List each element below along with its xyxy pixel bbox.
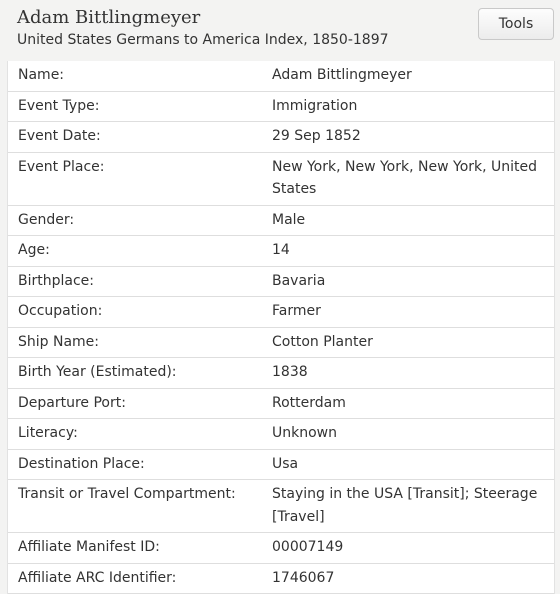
field-label: Name: <box>8 64 272 87</box>
field-label: Gender: <box>8 209 272 232</box>
field-value: Farmer <box>272 300 554 323</box>
record-header <box>0 0 560 62</box>
tools-button[interactable]: Tools <box>478 8 554 40</box>
field-value: Usa <box>272 453 554 476</box>
record-row-departure-port <box>8 389 554 420</box>
record-row-event-place <box>8 153 554 206</box>
field-value: Bavaria <box>272 270 554 293</box>
field-value: Rotterdam <box>272 392 554 415</box>
field-value: 00007149 <box>272 536 554 559</box>
field-value: New York, New York, New York, United States <box>272 156 554 201</box>
field-label: Age: <box>8 239 272 262</box>
field-label: Destination Place: <box>8 453 272 476</box>
record-row-birth-year <box>8 358 554 389</box>
record-row-ship-name <box>8 328 554 359</box>
record-row-affiliate-arc-identifier <box>8 564 554 594</box>
page-title: Adam Bittlingmeyer <box>17 7 200 28</box>
record-row-event-type <box>8 92 554 123</box>
field-label: Departure Port: <box>8 392 272 415</box>
record-details-table <box>7 61 555 594</box>
field-value: Staying in the USA [Transit]; Steerage [Travel] <box>272 483 554 528</box>
field-label: Event Place: <box>8 156 272 201</box>
record-row-birthplace <box>8 267 554 298</box>
field-label: Event Date: <box>8 125 272 148</box>
record-row-age <box>8 236 554 267</box>
record-row-affiliate-manifest-id <box>8 533 554 564</box>
field-value: Adam Bittlingmeyer <box>272 64 554 87</box>
field-label: Literacy: <box>8 422 272 445</box>
record-row-destination-place <box>8 450 554 481</box>
field-label: Event Type: <box>8 95 272 118</box>
field-value: 29 Sep 1852 <box>272 125 554 148</box>
record-row-name <box>8 61 554 92</box>
field-label: Affiliate ARC Identifier: <box>8 567 272 590</box>
field-label: Transit or Travel Compartment: <box>8 483 272 528</box>
record-row-occupation <box>8 297 554 328</box>
field-value: Immigration <box>272 95 554 118</box>
field-value: 14 <box>272 239 554 262</box>
field-value: Unknown <box>272 422 554 445</box>
record-row-literacy <box>8 419 554 450</box>
field-label: Birthplace: <box>8 270 272 293</box>
collection-title: United States Germans to America Index, 1850-1897 <box>17 32 389 48</box>
field-value: 1746067 <box>272 567 554 590</box>
field-value: 1838 <box>272 361 554 384</box>
record-row-transit-compartment <box>8 480 554 533</box>
record-row-event-date <box>8 122 554 153</box>
field-label: Occupation: <box>8 300 272 323</box>
record-row-gender <box>8 206 554 237</box>
field-value: Cotton Planter <box>272 331 554 354</box>
field-label: Birth Year (Estimated): <box>8 361 272 384</box>
field-label: Ship Name: <box>8 331 272 354</box>
field-value: Male <box>272 209 554 232</box>
field-label: Affiliate Manifest ID: <box>8 536 272 559</box>
